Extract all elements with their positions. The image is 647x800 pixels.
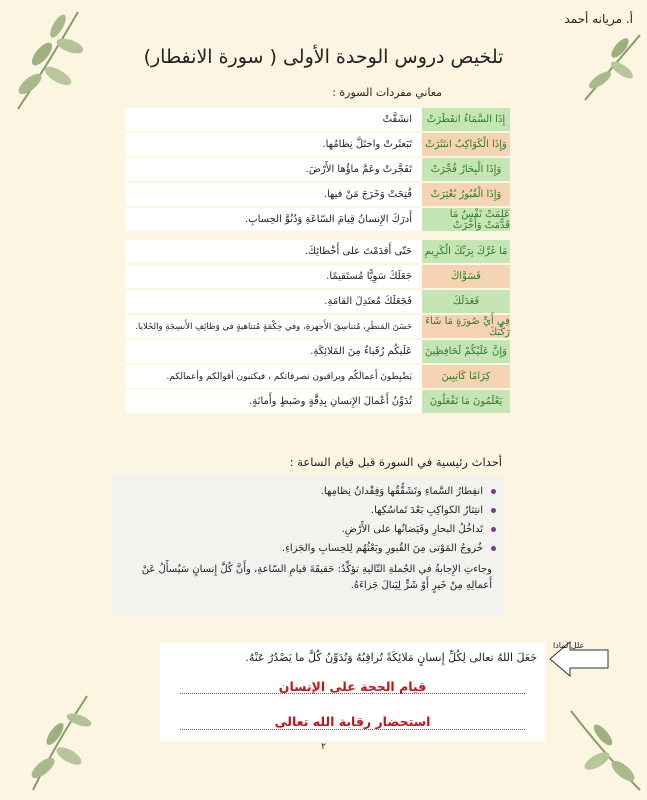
vocab-word: كِرَامًا كَاتِبِينَ	[422, 365, 510, 388]
event-item	[120, 486, 496, 497]
bullet-icon	[491, 527, 496, 532]
vocab-row	[125, 365, 510, 388]
vocab-word: مَا غَرَّكَ بِرَبِّكَ الْكَرِيمِ	[422, 240, 510, 263]
event-item	[120, 524, 496, 535]
vocab-meaning: تَبَعثَرتْ واختَلَّ نِظامُها.	[125, 133, 422, 156]
vocab-word: يَعْلَمُونَ مَا تَفْعَلُونَ	[422, 390, 510, 413]
vocab-row	[125, 340, 510, 363]
vocab-word: وَإِذَا الْبِحَارُ فُجِّرَتْ	[422, 158, 510, 181]
vocab-meaning: حَتّى أَقدَمْتَ على أَخْطائِكَ.	[125, 240, 422, 263]
vocab-meaning: فُتِحَتْ وَخَرَجَ مَنْ فيها.	[125, 183, 422, 206]
vocab-word: إِذَا السَّمَاءُ انفَطَرَتْ	[422, 108, 510, 131]
vocab-meaning: تُدَوِّنُ أَعْمالَ الإِنسانِ بِدِقَّةٍ وضَبطٍ وأَمانَةٍ.	[125, 390, 422, 413]
vocab-meaning: يَضْبِطونَ أَعمالَكُم ويراقبون تصرفاتكم ، فيكتبون أقوالكم وأعمالكم.	[125, 365, 422, 388]
vocab-row	[125, 265, 510, 288]
vocab-row	[125, 390, 510, 413]
event-text: انتِثارُ الكواكِبِ بَعْدَ تَماسُكِها.	[370, 505, 483, 516]
event-text: انفِطارُ السَّماءِ وتَشَقُّقُها وَفِقْدانُ نِظامِها.	[320, 486, 483, 497]
why-label: علل لماذا	[553, 641, 585, 650]
vocab-word: فَسَوَّاكَ	[422, 265, 510, 288]
author-name: أ. مريانه أحمد	[564, 12, 633, 26]
vocab-meaning: انشَقَّتْ	[125, 108, 422, 131]
vocab-heading: معاني مفردات السورة :	[332, 86, 442, 99]
vocab-row	[125, 240, 510, 263]
events-note: وجاءتِ الإِجابةُ في الجُملةِ التّاليةِ تؤكِّدُ: حَقيقَةَ قيامِ السّاعةِ، وأَنَّ كُلَّ إِنسانٍ سَيُسأَلُ عَنْ أَعمالِهِ مِنْ خَيرٍ أَوْ شَرٍّ لِيَنالَ جَزاءَهُ.	[141, 564, 492, 591]
answer-text: استحضار رقابة الله تعالى	[274, 714, 431, 729]
vocab-meaning: حَسَنَ المَنظَرِ، مُتناسِقَ الأَجهزةِ، وفي حِكْمَةٍ مُتناهيةٍ في وَظائِفِ الأَنسِجَةِ والخَلايا.	[125, 315, 422, 338]
vocab-row	[125, 108, 510, 131]
vocab-row	[125, 290, 510, 313]
answer-line	[180, 729, 525, 730]
vocab-meaning: فَجَعَلَكَ مُعتَدِلَ القامَةِ.	[125, 290, 422, 313]
vocab-row	[125, 183, 510, 206]
vocab-word: وَإِذَا الْقُبُورُ بُعْثِرَتْ	[422, 183, 510, 206]
answer-text: قيام الحجة على الإنسان	[278, 679, 427, 694]
vocab-word: فَعَدَلَكَ	[422, 290, 510, 313]
vocab-word: فِي أَيِّ صُورَةٍ مَا شَاءَ رَكَّبَكَ	[422, 315, 510, 338]
event-text: تَداخُلُ البحارِ وفَيَضانُها على الأَرْضِ.	[341, 524, 483, 535]
vocab-row	[125, 158, 510, 181]
vocab-meaning: أَدرَكَ الإِنسانُ قِيامَ السّاعَةِ وَدُنُوَّ الحِسابِ.	[125, 208, 422, 231]
event-text: خُروجُ المَوْتى مِنَ القُبورِ وبَعْثُهُم لِلحِسابِ والجَزاءِ.	[281, 543, 483, 554]
vocab-row	[125, 315, 510, 338]
question-sentence: جَعَلَ اللهُ تعالى لِكُلِّ إِنسانٍ مَلائِكَةً تُراقِبُهُ وَتُدَوِّنُ كُلَّ ما يَصْدُرُ عَنْهُ.	[245, 651, 537, 664]
vocab-table	[125, 108, 510, 415]
events-heading: أحداث رئيسية في السورة قبل قيام الساعة :	[289, 455, 502, 469]
bullet-icon	[491, 546, 496, 551]
event-item	[120, 543, 496, 554]
page-title: تلخيص دروس الوحدة الأولى ( سورة الانفطار)	[143, 46, 504, 68]
event-item	[120, 505, 496, 516]
vocab-word: وَإِذَا الْكَوَاكِبُ انتَثَرَتْ	[422, 133, 510, 156]
page-number: ٢	[321, 742, 326, 752]
question-box	[160, 643, 545, 741]
bullet-icon	[491, 489, 496, 494]
vocab-row	[125, 208, 510, 231]
vocab-meaning: تَفَجَّرتْ وعَمَّ ماؤُها الأَرْضَ.	[125, 158, 422, 181]
vocab-meaning: عَلَيكُم رُقَباءُ مِنَ المَلائِكَةِ.	[125, 340, 422, 363]
vocab-row	[125, 133, 510, 156]
events-box	[112, 476, 504, 616]
vocab-word: عَلِمَتْ نَفْسٌ مَا قَدَّمَتْ وَأَخَّرَتْ	[422, 208, 510, 231]
vocab-meaning: جَعَلَكَ سَوِيًّا مُستَقيمًا.	[125, 265, 422, 288]
table-gap	[125, 233, 510, 240]
vocab-word: وَإِنَّ عَلَيْكُمْ لَحَافِظِينَ	[422, 340, 510, 363]
bullet-icon	[491, 508, 496, 513]
